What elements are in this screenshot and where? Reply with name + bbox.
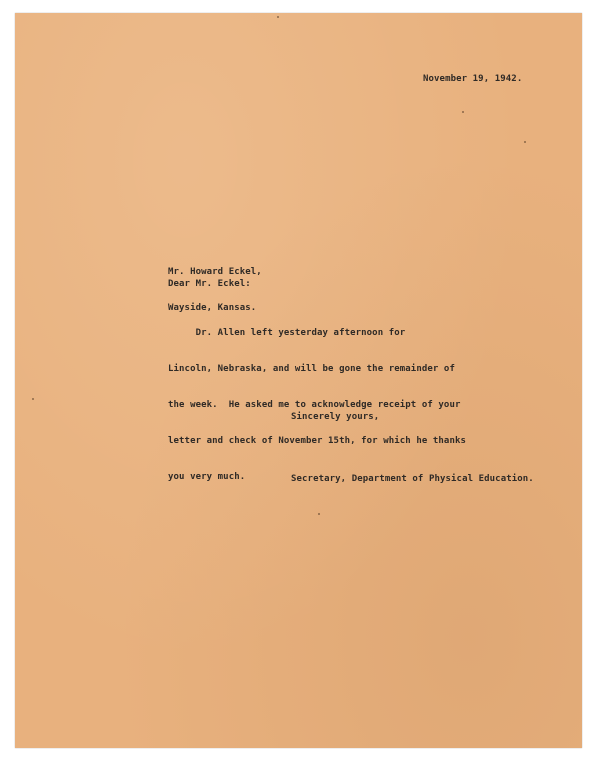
body-line: you very much.	[168, 472, 246, 482]
complimentary-close: Sincerely yours,	[291, 412, 380, 422]
letter-paper	[15, 13, 582, 748]
paper-speck	[524, 141, 526, 143]
paper-speck	[318, 513, 320, 515]
paper-speck	[32, 398, 34, 400]
recipient-location: Wayside, Kansas.	[168, 303, 257, 313]
salutation: Dear Mr. Eckel:	[168, 279, 251, 289]
letter-date: November 19, 1942.	[423, 74, 523, 84]
body-line: Lincoln, Nebraska, and will be gone the remainder of	[168, 364, 455, 374]
paper-speck	[462, 111, 464, 113]
body-line: Dr. Allen left yesterday afternoon for	[168, 328, 406, 338]
paper-speck	[277, 16, 279, 18]
body-line: letter and check of November 15th, for which he thanks	[168, 436, 466, 446]
recipient-name: Mr. Howard Eckel,	[168, 267, 262, 277]
body-line: the week. He asked me to acknowledge receipt of your	[168, 400, 461, 410]
signature-line: Secretary, Department of Physical Education.	[291, 474, 534, 484]
